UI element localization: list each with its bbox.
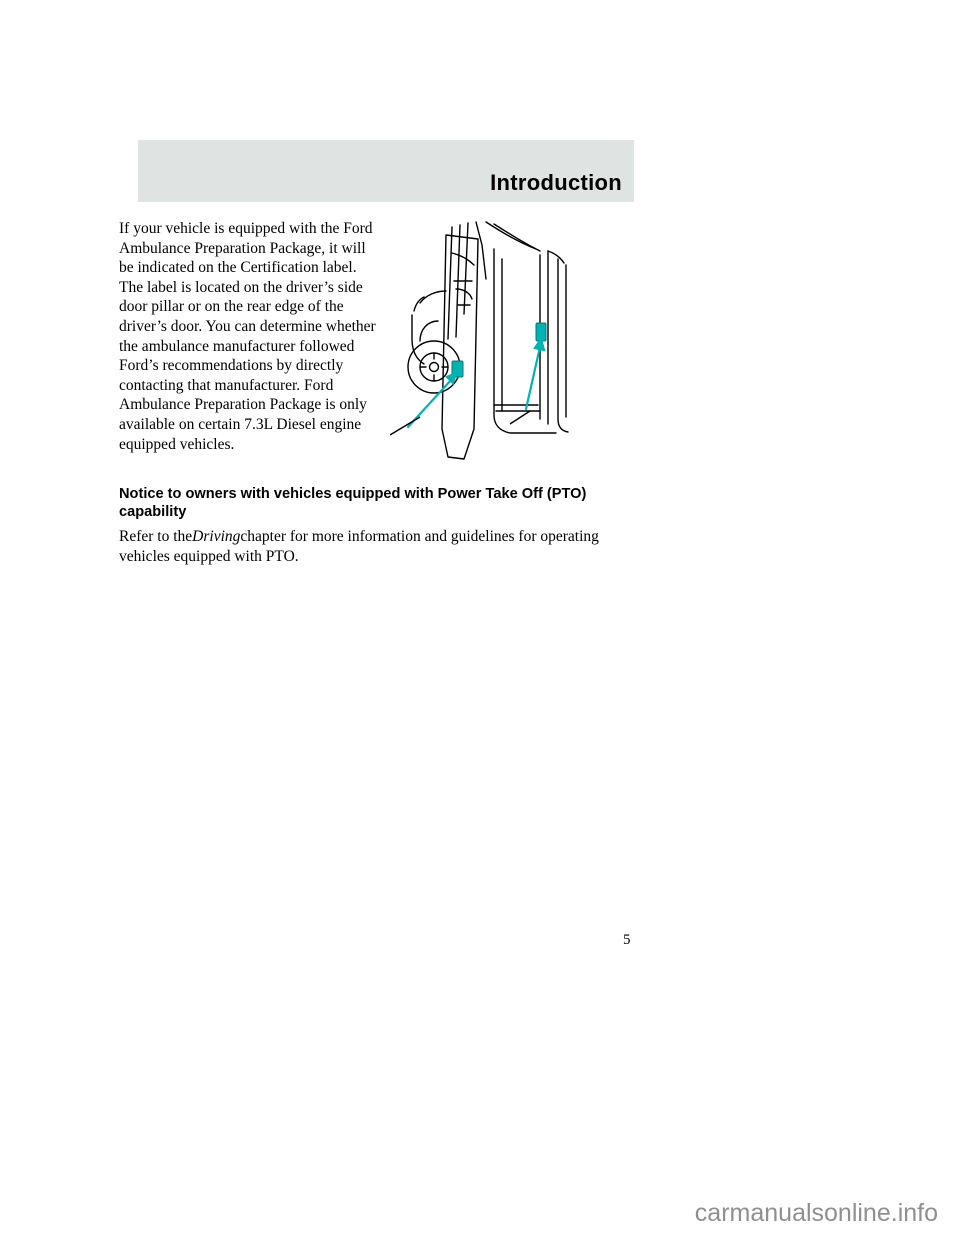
page-number: 5 [623, 932, 631, 948]
pto-body-after: chapter for more information and guidelines for operating vehicles equipped with PTO. [119, 528, 599, 565]
door-diagram-svg [390, 219, 620, 474]
pto-section-body [119, 527, 619, 566]
pto-section-heading: Notice to owners with vehicles equipped with Power Take Off (PTO) capability [119, 486, 587, 520]
intro-paragraph: If your vehicle is equipped with the Ford Ambulance Preparation Package, it will be indicated on the Certification label. The label is located on the driver’s side door pillar or on the rear edge of the driver’s door. You can determine whether the ambulance manufacturer followed Ford’s recommendations by directly contacting that manufacturer. Ford Ambulance Preparation Package is only available on certain 7.3L Diesel engine equipped vehicles. [119, 220, 376, 453]
pto-body-before: Refer to the [119, 528, 193, 545]
bottom-watermark: carmanualsonline.info [694, 1199, 938, 1227]
page-title: Introduction [490, 170, 622, 195]
chapter-header-band [138, 140, 634, 202]
door-label-illustration [390, 219, 620, 474]
intro-paragraph-block [119, 219, 381, 454]
pto-body-italic: Driving [192, 528, 241, 545]
